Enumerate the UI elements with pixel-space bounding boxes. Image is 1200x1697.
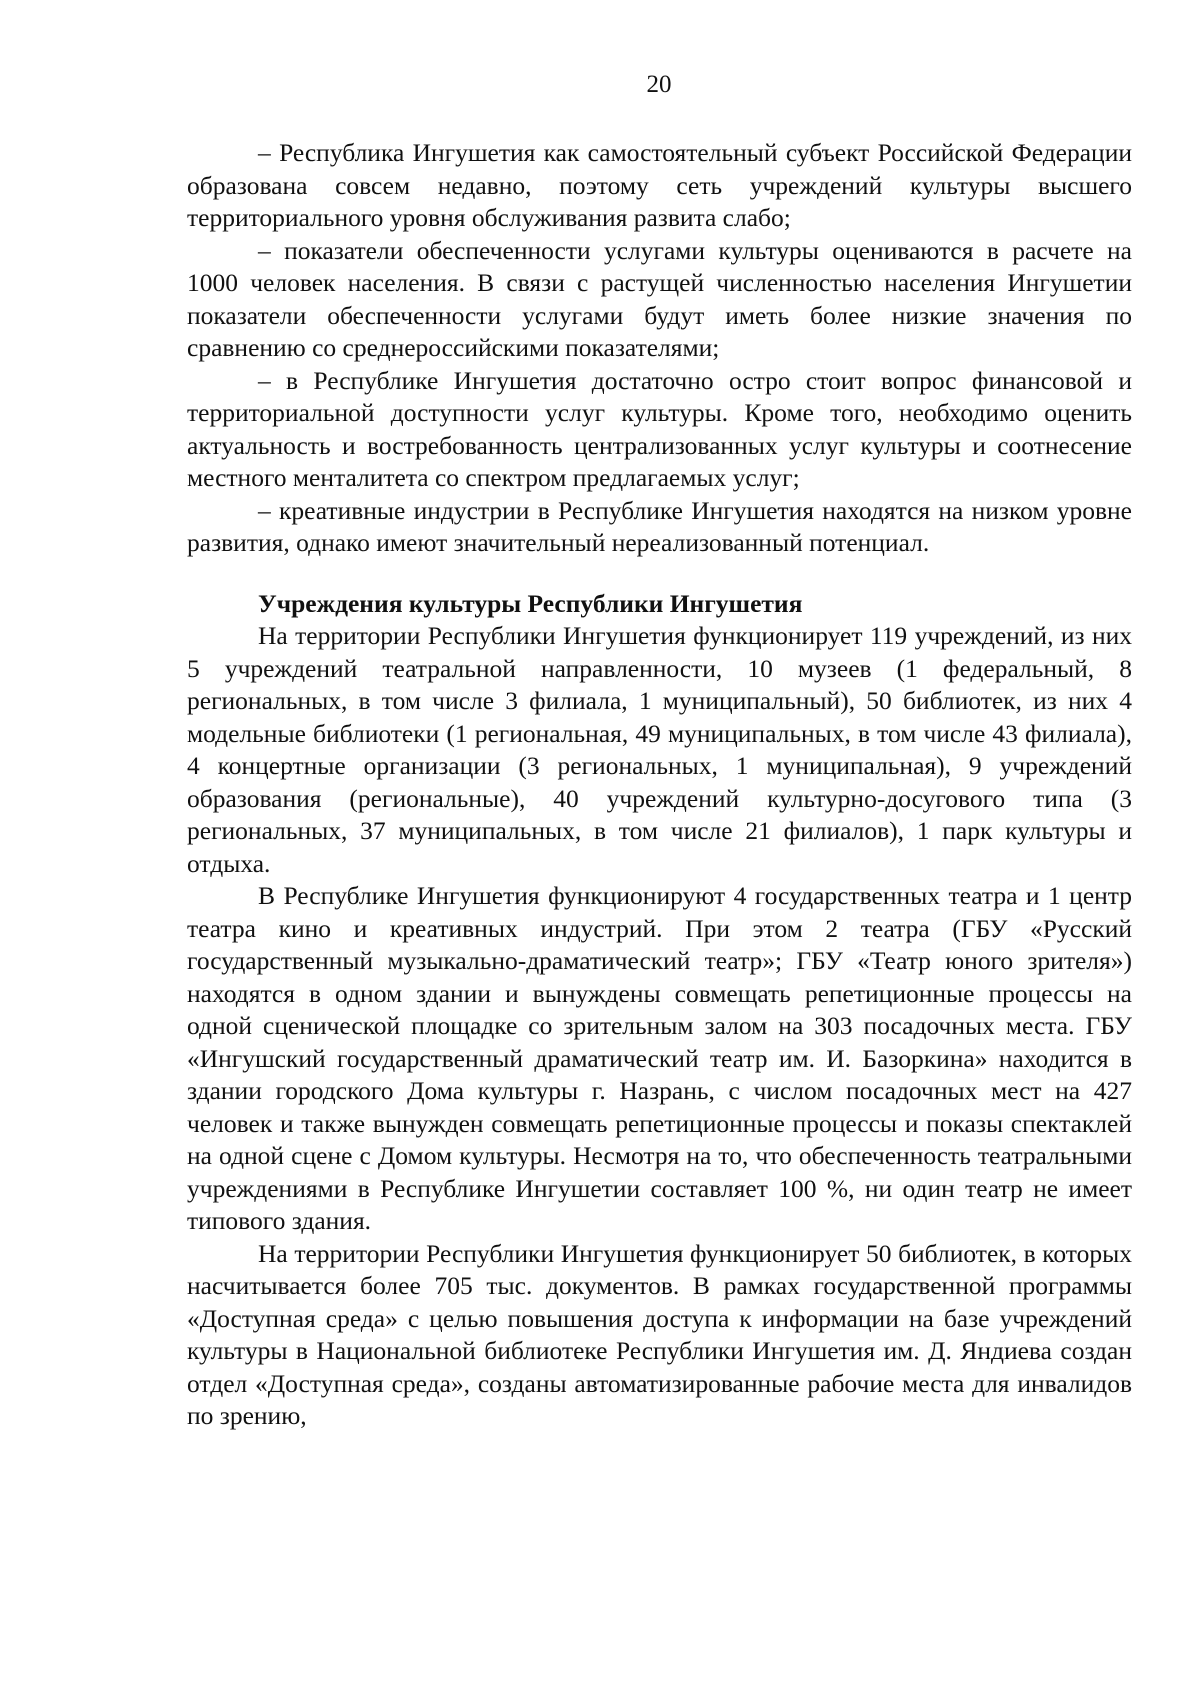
section-heading: Учреждения культуры Республики Ингушетия: [258, 588, 803, 618]
paragraph-theatres: В Республике Ингушетия функционируют 4 государственных театра и 1 центр театра кино и креативных индустрий. При этом 2 театра (ГБУ «Русский государственный музыкально-драматический театр»; ГБУ «Театр юного зрителя») находятся в одном здании и вынуждены совмещать репетиционные процессы на одной сценической площадке со зрительным залом на 303 посадочных места. ГБУ «Ингушский государственный драматический театр им. И. Базоркина» находится в здании городского Дома культуры г. Назрань, с числом посадочных мест на 427 человек и также вынужден совмещать репетиционные процессы и показы спектаклей на одной сцене с Домом культуры. Несмотря на то, что обеспеченность театральными учреждениями в Республике Ингушетии составляет 100 %, ни один театр не имеет типового здания.: [187, 881, 1132, 1235]
paragraph-service-indicators: – показатели обеспеченности услугами культуры оцениваются в расчете на 1000 человек населения. В связи с растущей численностью населения Ингушетии показатели обеспеченности услугами будут иметь более низкие значения по сравнению со среднероссийскими показателями;: [187, 235, 1132, 362]
paragraph-republic-recent: – Республика Ингушетия как самостоятельный субъект Российской Федерации образована совсем недавно, поэтому сеть учреждений культуры высшего территориального уровня обслуживания развита слабо;: [187, 138, 1132, 232]
paragraph-accessibility: – в Республике Ингушетия достаточно остро стоит вопрос финансовой и территориальной доступности услуг культуры. Кроме того, необходимо оценить актуальность и востребованность централизованных услуг культуры и соотнесение местного менталитета со спектром предлагаемых услуг;: [187, 365, 1132, 492]
page-number: 20: [646, 71, 672, 98]
body-text: [187, 137, 1132, 1433]
paragraph-creative-industries: – креативные индустрии в Республике Ингушетия находятся на низком уровне развития, однако имеют значительный нереализованный потенциал.: [187, 495, 1132, 557]
paragraph-institutions-count: На территории Республики Ингушетия функционирует 119 учреждений, из них 5 учреждений театральной направленности, 10 музеев (1 федеральный, 8 региональных, в том числе 3 филиала, 1 муниципальный), 50 библиотек, из них 4 модельные библиотеки (1 региональная, 49 муниципальных, в том числе 43 филиала), 4 концертные организации (3 региональных, 1 муниципальная), 9 учреждений образования (региональные), 40 учреждений культурно-досугового типа (3 региональных, 37 муниципальных, в том числе 21 филиалов), 1 парк культуры и отдыха.: [187, 621, 1132, 878]
paragraph-libraries: На территории Республики Ингушетия функционирует 50 библиотек, в которых насчитывается более 705 тыс. документов. В рамках государственной программы «Доступная среда» с целью повышения доступа к информации на базе учреждений культуры в Национальной библиотеке Республики Ингушетия им. Д. Яндиева создан отдел «Доступная среда», созданы автоматизированные рабочие места для инвалидов по зрению,: [187, 1238, 1132, 1430]
